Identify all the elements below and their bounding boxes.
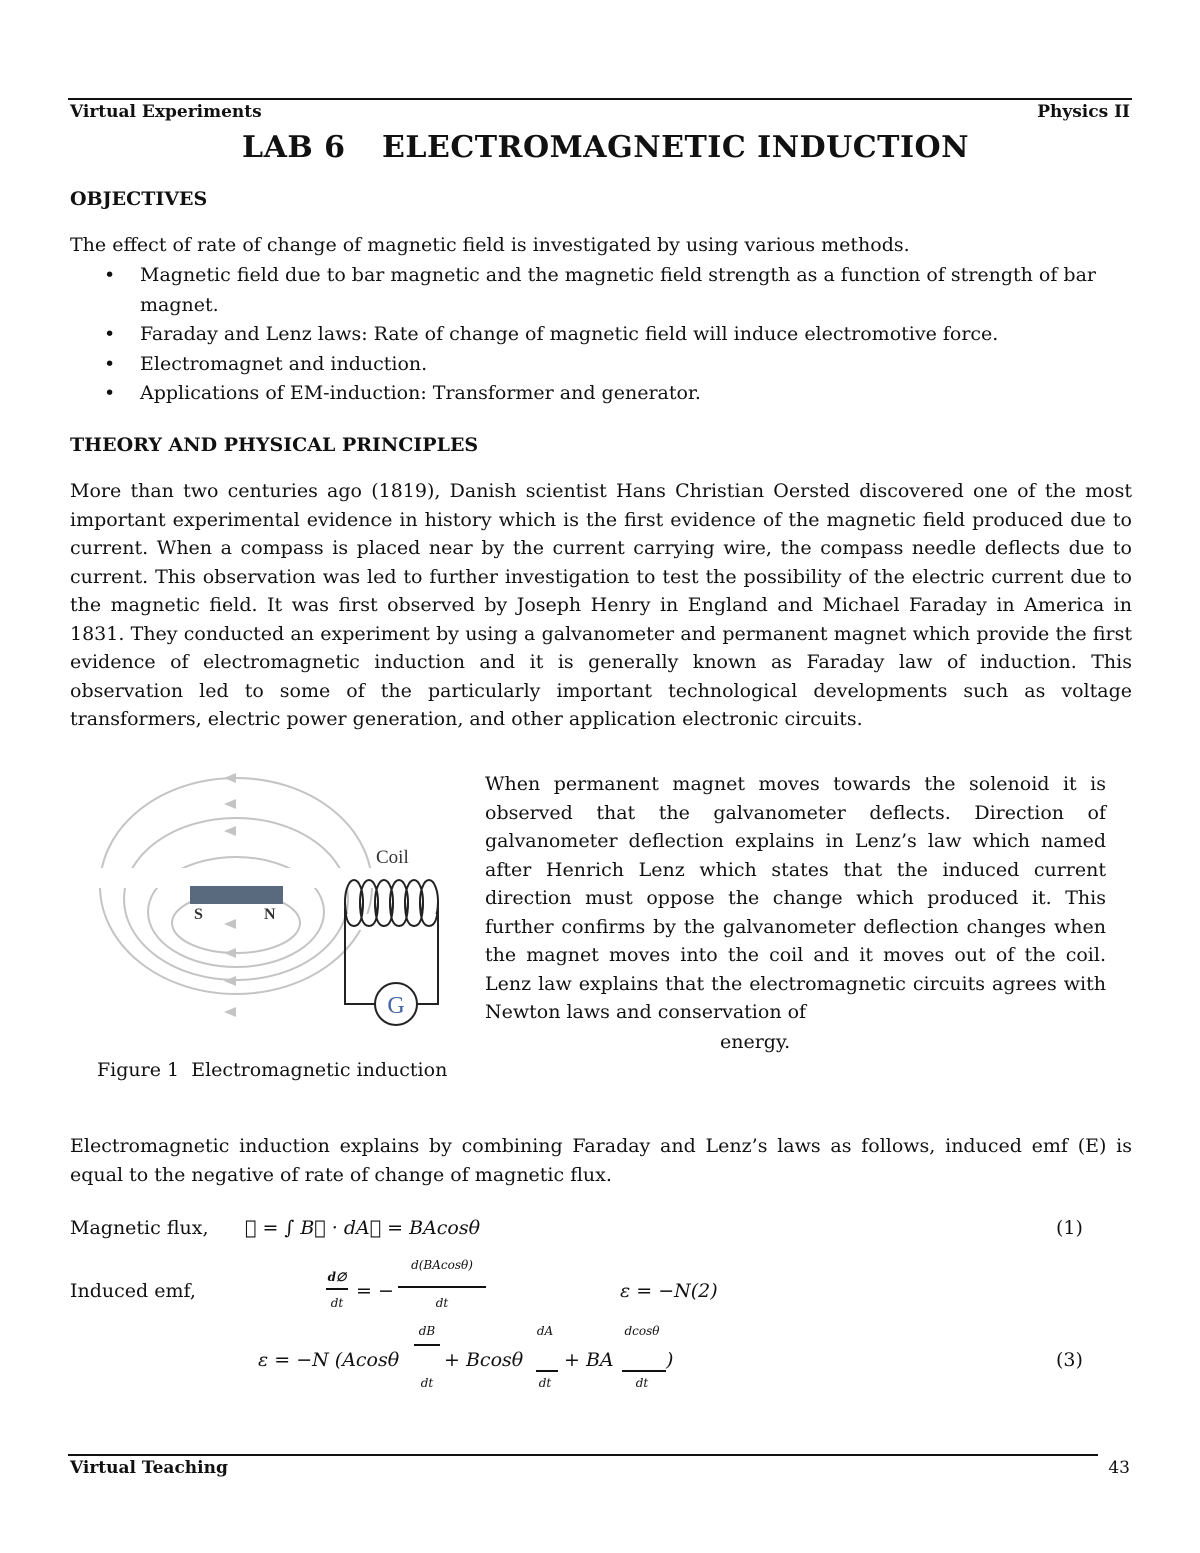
eq2-rhs-denominator: dt bbox=[435, 1296, 449, 1310]
footer-rule bbox=[68, 1454, 1098, 1456]
eq2-middle: = − bbox=[356, 1280, 394, 1302]
eq3-f3-denominator: dt bbox=[635, 1376, 649, 1390]
eq3-f2-numerator: dA bbox=[536, 1324, 554, 1338]
eq3-f3-bar bbox=[622, 1370, 666, 1372]
eq3-close: ) bbox=[666, 1349, 674, 1371]
eq2-rhs-fraction-bar bbox=[398, 1286, 486, 1288]
eq3-number: (3) bbox=[1056, 1349, 1083, 1371]
arrow-icon bbox=[224, 976, 236, 986]
list-item: • Faraday and Lenz laws: Rate of change of magnetic field will induce electromotive force. bbox=[70, 320, 1130, 350]
galvanometer-label: G bbox=[387, 993, 405, 1019]
north-label: N bbox=[264, 906, 276, 923]
lenz-paragraph: When permanent magnet moves towards the solenoid it is observed that the galvanometer deflects. Direction of galvanometer deflection explains in Lenz’s law which named after Henrich Lenz which states that the induced current direction must oppose the change which produced it. This further confirms by the galvanometer deflection changes when the magnet moves into the coil and it moves out of the coil. Lenz law explains that the electromagnetic circuits agrees with Newton laws and conservation of bbox=[485, 773, 1106, 1023]
bullet-icon: • bbox=[104, 264, 116, 286]
coil-label: Coil bbox=[376, 847, 409, 868]
eq3-f1-denominator: dt bbox=[420, 1376, 434, 1390]
bullet-icon: • bbox=[104, 382, 116, 404]
arrow-icon bbox=[224, 948, 236, 958]
eq1-expression: ∅ = ∫ B⃗ · dA⃗ = BAcosθ bbox=[245, 1217, 481, 1239]
bullet-icon: • bbox=[104, 323, 116, 345]
lab-title: ELECTROMAGNETIC INDUCTION bbox=[382, 130, 970, 165]
page-number: 43 bbox=[1108, 1458, 1130, 1478]
induction-figure bbox=[96, 768, 456, 1028]
eq3-f2-bar bbox=[536, 1370, 558, 1372]
page-title bbox=[242, 130, 969, 165]
list-item: • Applications of EM-induction: Transformer and generator. bbox=[70, 379, 1130, 409]
figure-caption: Figure 1 Electromagnetic induction bbox=[97, 1059, 448, 1081]
lab-number: LAB 6 bbox=[242, 130, 346, 165]
eq3-middle-2: + BA bbox=[564, 1349, 614, 1371]
header-right: Physics II bbox=[1037, 102, 1130, 122]
eq3-middle-1: + Bcosθ bbox=[444, 1349, 524, 1371]
eq3-f1-bar bbox=[414, 1344, 440, 1346]
eq1-number: (1) bbox=[1056, 1217, 1083, 1239]
arrow-icon bbox=[224, 773, 236, 783]
lenz-paragraph-tail: energy. bbox=[720, 1031, 791, 1053]
footer-left: Virtual Teaching bbox=[70, 1458, 228, 1478]
eq3-f3-numerator: dcosθ bbox=[624, 1324, 660, 1338]
eq2-lhs-numerator: d∅ bbox=[327, 1270, 347, 1284]
eq2-lhs-denominator: dt bbox=[330, 1296, 344, 1310]
eq2-rhs-numerator: d(BAcosθ) bbox=[411, 1258, 473, 1272]
theory-heading: THEORY AND PHYSICAL PRINCIPLES bbox=[70, 434, 479, 456]
eq1-label: Magnetic flux, bbox=[70, 1217, 209, 1239]
bar-magnet bbox=[190, 886, 283, 904]
eq2-lhs-fraction-bar bbox=[326, 1288, 348, 1290]
arrow-icon bbox=[224, 1007, 236, 1017]
eq2-tail: ε = −N(2) bbox=[620, 1280, 718, 1302]
eq3-start: ε = −N (Acosθ bbox=[258, 1349, 400, 1371]
header-rule bbox=[68, 98, 1132, 100]
eq2-label: Induced emf, bbox=[70, 1280, 196, 1302]
induction-paragraph: Electromagnetic induction explains by combining Faraday and Lenz’s laws as follows, induced emf (E) is equal to the negative of rate of change of magnetic flux. bbox=[70, 1135, 1132, 1186]
south-label: S bbox=[194, 906, 203, 923]
arrow-icon bbox=[224, 826, 236, 836]
list-item: • Magnetic field due to bar magnetic and the magnetic field strength as a function of strength of bar magnet. bbox=[70, 261, 1130, 320]
header-left: Virtual Experiments bbox=[70, 102, 262, 122]
arrow-icon bbox=[224, 919, 236, 929]
objectives-heading: OBJECTIVES bbox=[70, 188, 208, 210]
eq3-f2-denominator: dt bbox=[538, 1376, 552, 1390]
arrow-icon bbox=[224, 799, 236, 809]
list-item: • Electromagnet and induction. bbox=[70, 350, 1130, 380]
objectives-list bbox=[70, 261, 1130, 409]
bullet-icon: • bbox=[104, 352, 116, 375]
objectives-intro: The effect of rate of change of magnetic field is investigated by using various methods. bbox=[70, 234, 910, 256]
eq3-f1-numerator: dB bbox=[418, 1324, 436, 1338]
theory-paragraph: More than two centuries ago (1819), Danish scientist Hans Christian Oersted discovered one of the most important experimental evidence in history which is the first evidence of the magnetic field produced due to current. When a compass is placed near by the current carrying wire, the compass needle deflects due to current. This observation was led to further investigation to test the possibility of the electric current due to the magnetic field. It was first observed by Joseph Henry in England and Michael Faraday in America in 1831. They conducted an experiment by using a galvanometer and permanent magnet which provide the first evidence of electromagnetic induction and it is generally known as Faraday law of induction. This observation led to some of the particularly important technological developments such as voltage transformers, electric power generation, and other application electronic circuits. bbox=[70, 480, 1132, 730]
